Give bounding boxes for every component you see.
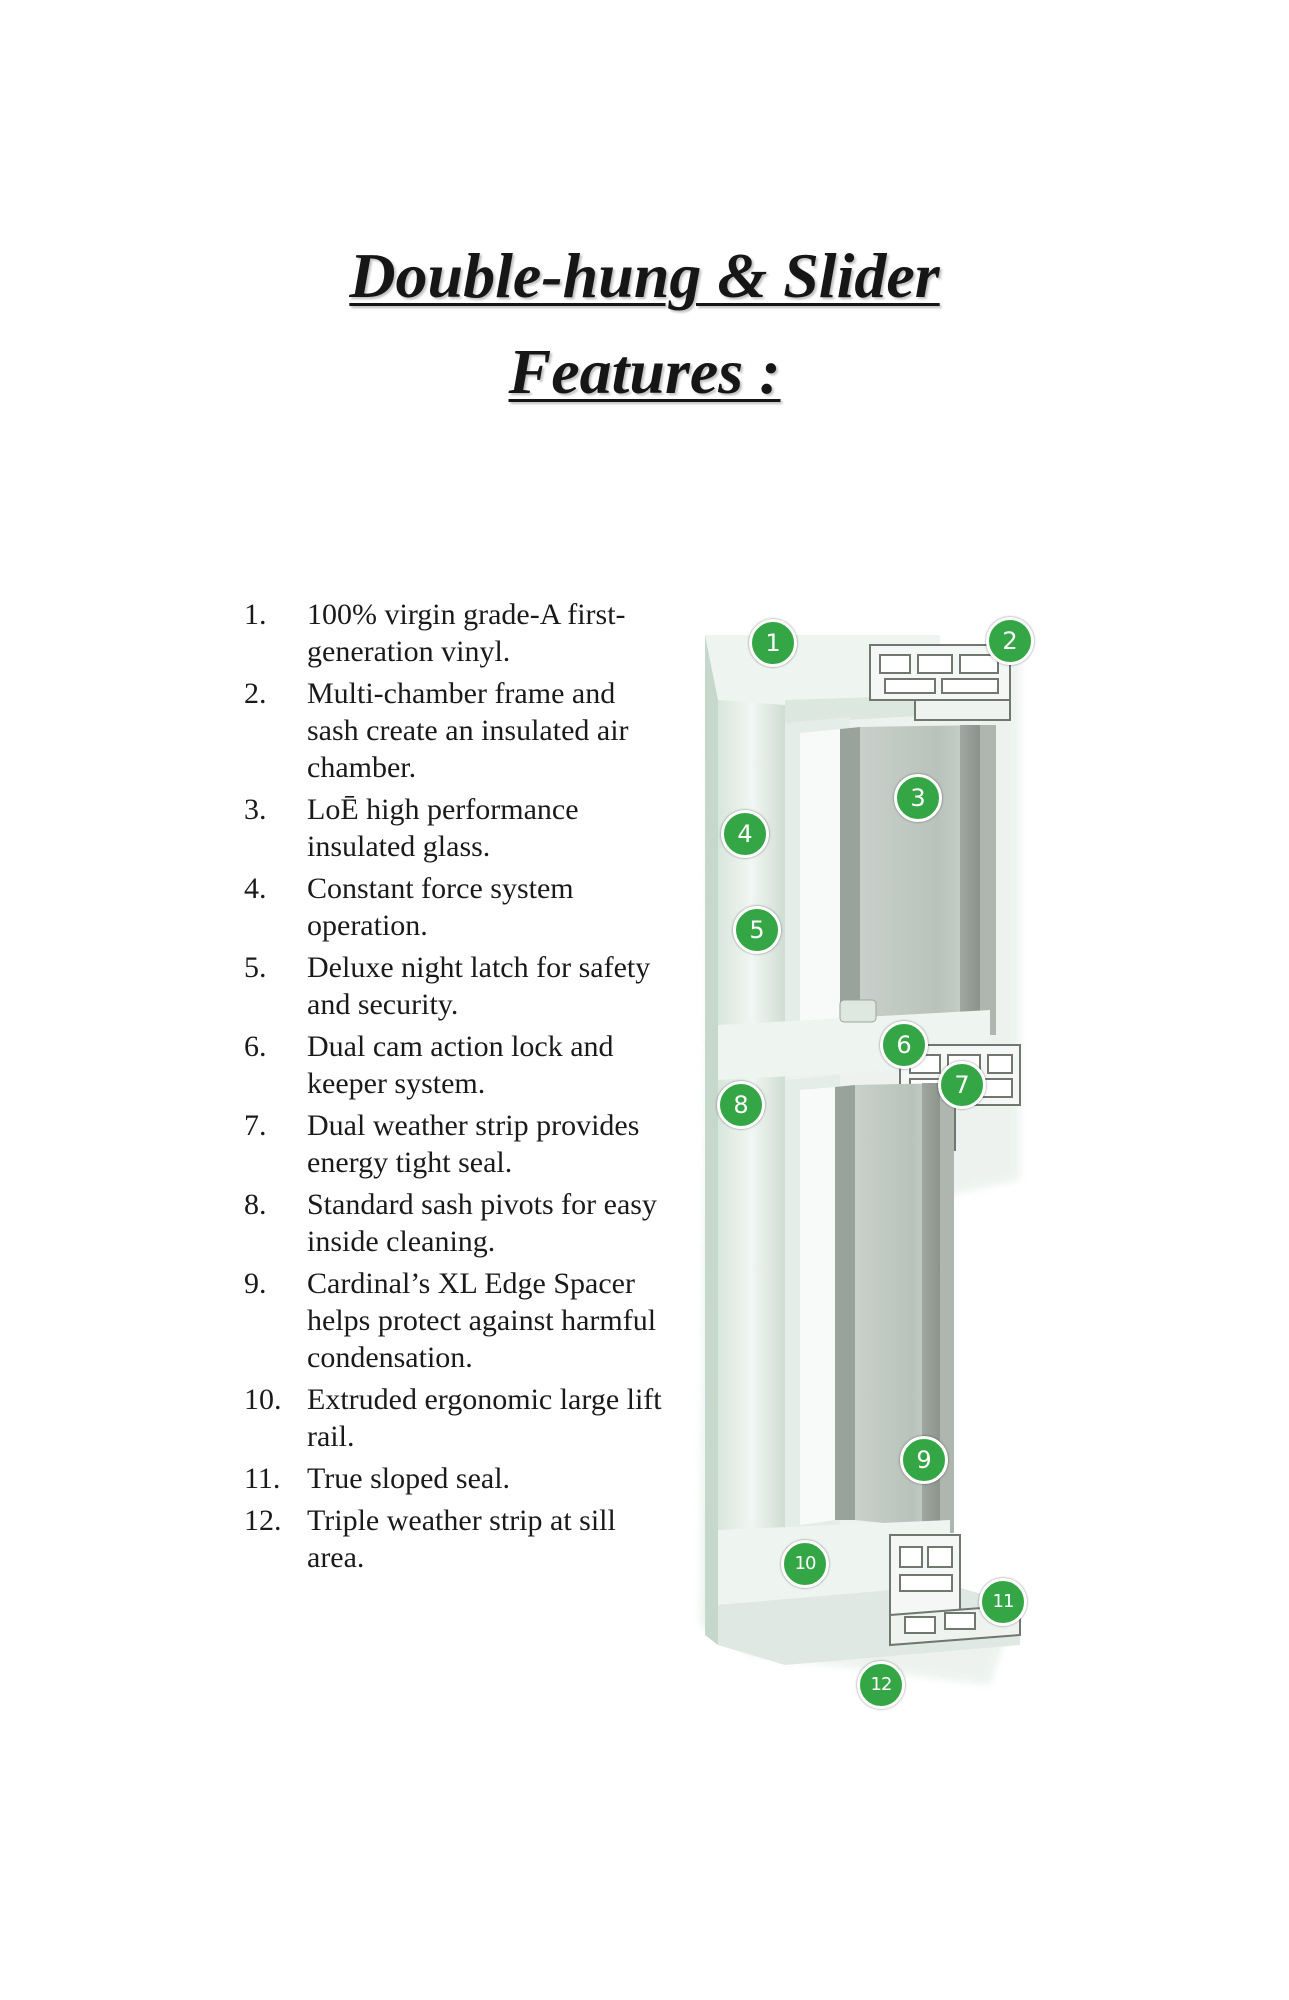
title-line-1: Double-hung & Slider: [349, 240, 940, 311]
feature-item: [244, 1107, 664, 1181]
feature-number: 2.: [244, 677, 267, 710]
feature-text: LoĒ high performance insulated glass.: [307, 793, 579, 863]
callout-marker-1: 1: [749, 619, 797, 667]
feature-text: 100% virgin grade-A first-generation vinyl.: [307, 598, 626, 668]
feature-item: [244, 791, 664, 865]
page-title: [0, 228, 1289, 420]
feature-item: [244, 1502, 664, 1576]
feature-text: Extruded ergonomic large lift rail.: [307, 1383, 662, 1453]
feature-number: 1.: [244, 598, 267, 631]
callout-marker-4: 4: [721, 810, 769, 858]
feature-item: [244, 1265, 664, 1376]
feature-item: [244, 949, 664, 1023]
title-line-2: Features :: [508, 336, 781, 407]
feature-text: Multi-chamber frame and sash create an insulated air chamber.: [307, 677, 629, 784]
upper-sash: [785, 717, 996, 1035]
feature-number: 8.: [244, 1188, 267, 1221]
feature-number: 4.: [244, 872, 267, 905]
feature-number: 6.: [244, 1030, 267, 1063]
feature-item: [244, 1460, 664, 1497]
feature-number: 10.: [244, 1383, 282, 1416]
window-cutaway-drawing: [690, 605, 1050, 1705]
window-cutaway-illustration: [690, 605, 1050, 1705]
feature-item: [244, 870, 664, 944]
feature-text: Standard sash pivots for easy inside cleaning.: [307, 1188, 657, 1258]
feature-number: 11.: [244, 1462, 281, 1495]
feature-item: [244, 1186, 664, 1260]
feature-text: Deluxe night latch for safety and security.: [307, 951, 651, 1021]
callout-marker-10: 10: [781, 1540, 829, 1588]
feature-item: [244, 1381, 664, 1455]
feature-item: [244, 596, 664, 670]
feature-item: [244, 1028, 664, 1102]
feature-text: Dual weather strip provides energy tight seal.: [307, 1109, 640, 1179]
feature-text: Cardinal’s XL Edge Spacer helps protect against harmful condensation.: [307, 1267, 657, 1374]
callout-marker-2: 2: [986, 617, 1034, 665]
feature-text: Triple weather strip at sill area.: [307, 1504, 616, 1574]
callout-marker-6: 6: [880, 1021, 928, 1069]
feature-text: True sloped seal.: [307, 1462, 511, 1495]
feature-item: [244, 675, 664, 786]
feature-number: 12.: [244, 1504, 282, 1537]
feature-list: [244, 596, 664, 1581]
feature-number: 7.: [244, 1109, 267, 1142]
feature-text: Constant force system operation.: [307, 872, 574, 942]
callout-marker-12: 12: [857, 1661, 905, 1709]
callout-marker-3: 3: [894, 774, 942, 822]
sill-profile: [718, 1520, 1020, 1665]
callout-marker-7: 7: [938, 1061, 986, 1109]
feature-number: 5.: [244, 951, 267, 984]
callout-marker-5: 5: [733, 906, 781, 954]
feature-text: Dual cam action lock and keeper system.: [307, 1030, 614, 1100]
feature-number: 9.: [244, 1267, 267, 1300]
callout-marker-11: 11: [979, 1578, 1027, 1626]
callout-marker-8: 8: [717, 1081, 765, 1129]
callout-marker-9: 9: [900, 1436, 948, 1484]
feature-number: 3.: [244, 793, 267, 826]
